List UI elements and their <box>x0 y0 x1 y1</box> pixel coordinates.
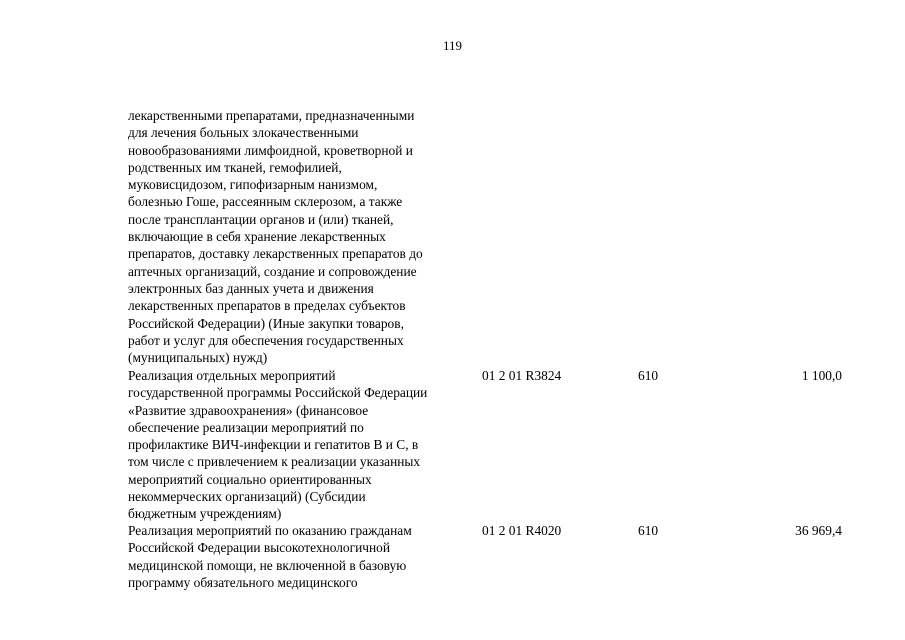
description-line: медицинской помощи, не включенной в базовую <box>128 557 407 573</box>
description-line: Российской Федерации высокотехнологичной <box>128 540 391 556</box>
description-line: включающие в себя хранение лекарственных <box>128 229 386 245</box>
row-amount: 1 100,0 <box>801 368 842 383</box>
description-line: электронных баз данных учета и движения <box>128 280 374 296</box>
description-line: том числе с привлечением к реализации указанных <box>128 454 421 470</box>
page-number: 119 <box>442 38 463 53</box>
description-line: профилактике ВИЧ-инфекции и гепатитов B и C, в <box>128 437 419 453</box>
description-line: болезнью Гоше, рассеянным склерозом, а также <box>128 194 403 210</box>
row-expense-type: 610 <box>638 523 659 538</box>
description-line: лекарственных препаратов в пределах субъектов <box>128 298 406 314</box>
description-line: некоммерческих организаций) (Субсидии <box>128 489 366 505</box>
description-line: лекарственными препаратами, предназначенными <box>128 108 415 123</box>
description-line: Реализация отдельных мероприятий <box>128 368 336 383</box>
description-line: родственных им тканей, гемофилией, <box>128 159 342 175</box>
description-line: муковисцидозом, гипофизарным нанизмом, <box>128 177 378 193</box>
row-code: 01 2 01 R3824 <box>482 368 562 383</box>
row-expense-type: 610 <box>638 368 659 383</box>
description-line: новообразованиями лимфоидной, кроветворной и <box>128 142 413 158</box>
description-line: мероприятий социально ориентированных <box>128 471 372 487</box>
description-line: Российской Федерации) (Иные закупки товаров, <box>128 315 404 331</box>
description-line: «Развитие здравоохранения» (финансовое <box>128 402 369 418</box>
description-line: работ и услуг для обеспечения государственных <box>128 332 404 348</box>
description-line: после трансплантации органов и (или) тканей, <box>128 211 394 227</box>
description-line: аптечных организаций, создание и сопровождение <box>128 263 417 279</box>
row-description <box>128 107 473 366</box>
description-line: Реализация мероприятий по оказанию гражданам <box>128 523 412 538</box>
description-line: препаратов, доставку лекарственных препаратов до <box>128 246 423 262</box>
row-description <box>128 522 473 591</box>
row-description <box>128 367 473 523</box>
row-code: 01 2 01 R4020 <box>482 523 562 538</box>
description-line: обеспечение реализации мероприятий по <box>128 419 364 435</box>
description-line: для лечения больных злокачественными <box>128 125 359 141</box>
row-amount: 36 969,4 <box>795 523 842 538</box>
description-line: (муниципальных) нужд) <box>128 350 268 366</box>
description-line: государственной программы Российской Федерации <box>128 385 428 401</box>
description-line: программу обязательного медицинского <box>128 574 358 590</box>
description-line: бюджетным учреждениям) <box>128 506 282 522</box>
